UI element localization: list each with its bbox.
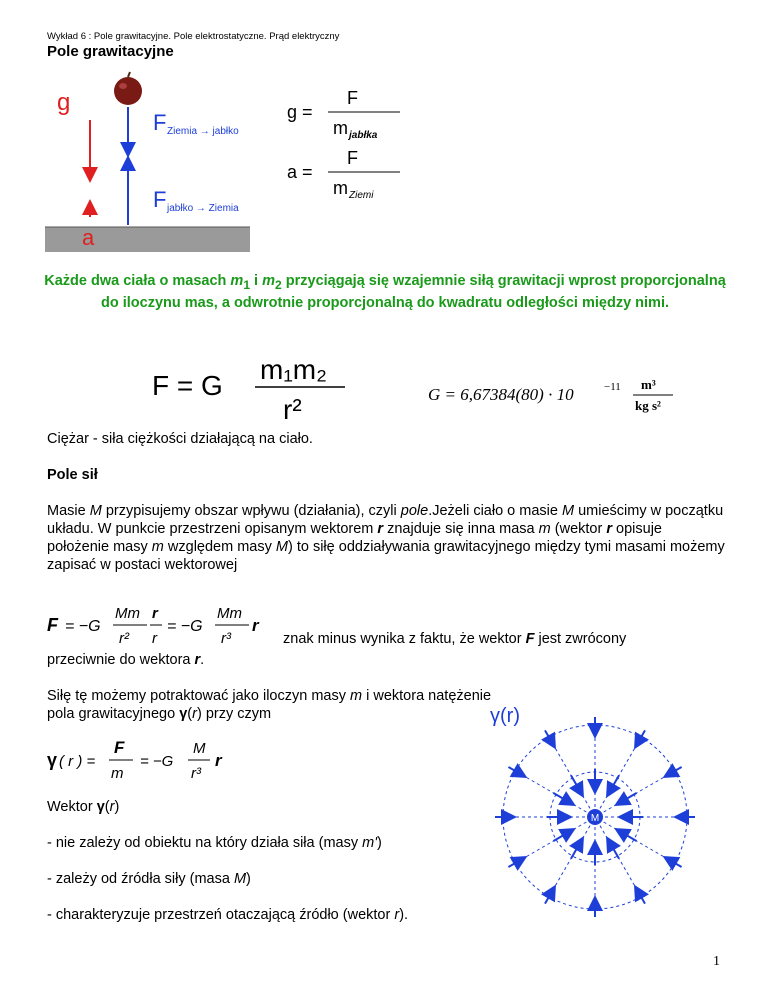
field-arrow <box>571 775 582 794</box>
law-statement: Każde dwa ciała o masach $m_1$ i $m_2$ przyciągają się wzajemnie siłą grawitacji wprost proporcjonalną do iloczynu mas, a odwrotnie proporcjonalną do kwadratu odległości między nimi. <box>44 273 726 311</box>
field-arrow <box>553 793 572 804</box>
mass-m-label: M <box>590 813 600 824</box>
apple-gravity-figure <box>45 70 260 255</box>
vec-rs: r <box>152 630 157 647</box>
field-arrow <box>608 775 619 794</box>
formula-a <box>285 140 415 200</box>
field-arrow <box>618 793 637 804</box>
formula-g-lhs: g = <box>287 102 313 122</box>
section-title: Pole grawitacyjne <box>47 43 174 60</box>
gamma-num: F <box>114 738 125 757</box>
vec-mm1: Mm <box>115 605 140 622</box>
field-arrow <box>608 840 619 859</box>
formula-g-denominator: m <box>333 118 348 138</box>
g-label: g <box>57 89 71 116</box>
property-1: - nie zależy od obiektu na który działa siła (masy m') <box>47 835 382 851</box>
page-number: 1 <box>713 954 720 969</box>
ground <box>45 227 250 252</box>
gamma-eq: = −G <box>140 753 174 770</box>
formula-g <box>285 80 415 140</box>
minus-sign-note-cont: przeciwnie do wektora r. <box>47 652 205 668</box>
page-header: Wykład 6 : Pole grawitacyjne. Pole elektrostatyczne. Prąd elektryczny <box>47 31 340 42</box>
field-arrow <box>545 888 554 904</box>
gamma-den2: r³ <box>191 765 201 782</box>
formula-a-subscript: Ziemi <box>349 190 374 201</box>
formula-g-subscript: jabłka <box>349 130 378 141</box>
force-field-paragraph: Masie M przypisujemy obszar wpływu (działania), czyli pole.Jeżeli ciało o masie M umieścimy w początku układu. W punkcie przestrzeni opisanym wektorem r znajduje się inna masa m (wektor r opisuje położenie masy m względem masy M) to siłę oddziaływania grawitacyjnego między tymi masami możemy zapisać w postaci wektorowej <box>47 503 725 573</box>
force-field-heading: Pole sił <box>47 467 98 483</box>
newton-denominator: r² <box>283 394 302 425</box>
weight-definition: Ciężar - siła ciężkości działającą na ciało. <box>47 431 313 447</box>
vector-force-formula <box>45 598 275 658</box>
vec-r2: r² <box>119 630 129 647</box>
field-arrow <box>508 858 524 867</box>
newton-lhs: F = G <box>152 370 223 401</box>
force-bottom-label: F <box>153 187 167 212</box>
constant-value: G = 6,67384(80) · 10 <box>428 385 574 404</box>
formula-a-numerator: F <box>347 148 358 168</box>
field-arrow <box>508 767 524 776</box>
force-top-label: F <box>153 110 167 135</box>
gamma-vector-heading: Wektor γ(r) <box>47 799 120 815</box>
gamma-num2: M <box>193 740 206 757</box>
gamma-lhs: γ <box>47 750 58 770</box>
gamma-formula <box>45 733 245 793</box>
formula-a-denominator: m <box>333 178 348 198</box>
field-arrow <box>545 730 554 746</box>
vec-eq1: = −G <box>65 618 101 635</box>
apple-icon <box>114 72 142 105</box>
gamma-rv: r <box>215 751 222 770</box>
constant-unit-denominator: kg s² <box>635 398 661 413</box>
a-label: a <box>82 225 95 250</box>
field-intensity-paragraph: Siłę tę możemy potraktować jako iloczyn masy m i wektora natężenie pola grawitacyjnego γ(r) przy czym <box>47 688 492 722</box>
field-arrow <box>553 830 572 841</box>
vec-lhs: F <box>47 615 58 635</box>
force-top-subscript: Ziemia → jabłko <box>167 126 239 137</box>
gamma-arg: ( r ) = <box>59 753 96 770</box>
gravitational-constant <box>428 370 678 420</box>
property-3: - charakteryzuje przestrzeń otaczającą źródło (wektor r). <box>47 907 409 923</box>
field-arrow <box>636 730 645 746</box>
constant-exponent: −11 <box>604 381 621 393</box>
newton-law-formula <box>150 355 360 425</box>
vec-r3: r³ <box>221 630 231 647</box>
field-arrow <box>666 767 682 776</box>
formula-g-numerator: F <box>347 88 358 108</box>
vec-eq2: = −G <box>167 618 203 635</box>
vec-mm2: Mm <box>217 605 242 622</box>
newton-numerator: m₁m₂ <box>260 354 327 385</box>
force-bottom-subscript: jabłko → Ziemia <box>167 203 239 214</box>
field-arrow <box>571 840 582 859</box>
gravitational-field-diagram <box>490 700 700 930</box>
property-2: - zależy od źródła siły (masa M) <box>47 871 251 887</box>
vec-rv2: r <box>252 616 259 635</box>
formula-a-lhs: a = <box>287 162 313 182</box>
vec-rv: r <box>152 605 158 622</box>
minus-sign-note: znak minus wynika z faktu, że wektor F jest zwrócony <box>283 631 627 647</box>
field-arrow <box>636 888 645 904</box>
constant-unit-numerator: m³ <box>641 377 656 392</box>
field-arrow <box>666 858 682 867</box>
field-label: γ(r) <box>490 705 520 727</box>
gamma-den: m <box>111 765 124 782</box>
field-arrow <box>618 830 637 841</box>
